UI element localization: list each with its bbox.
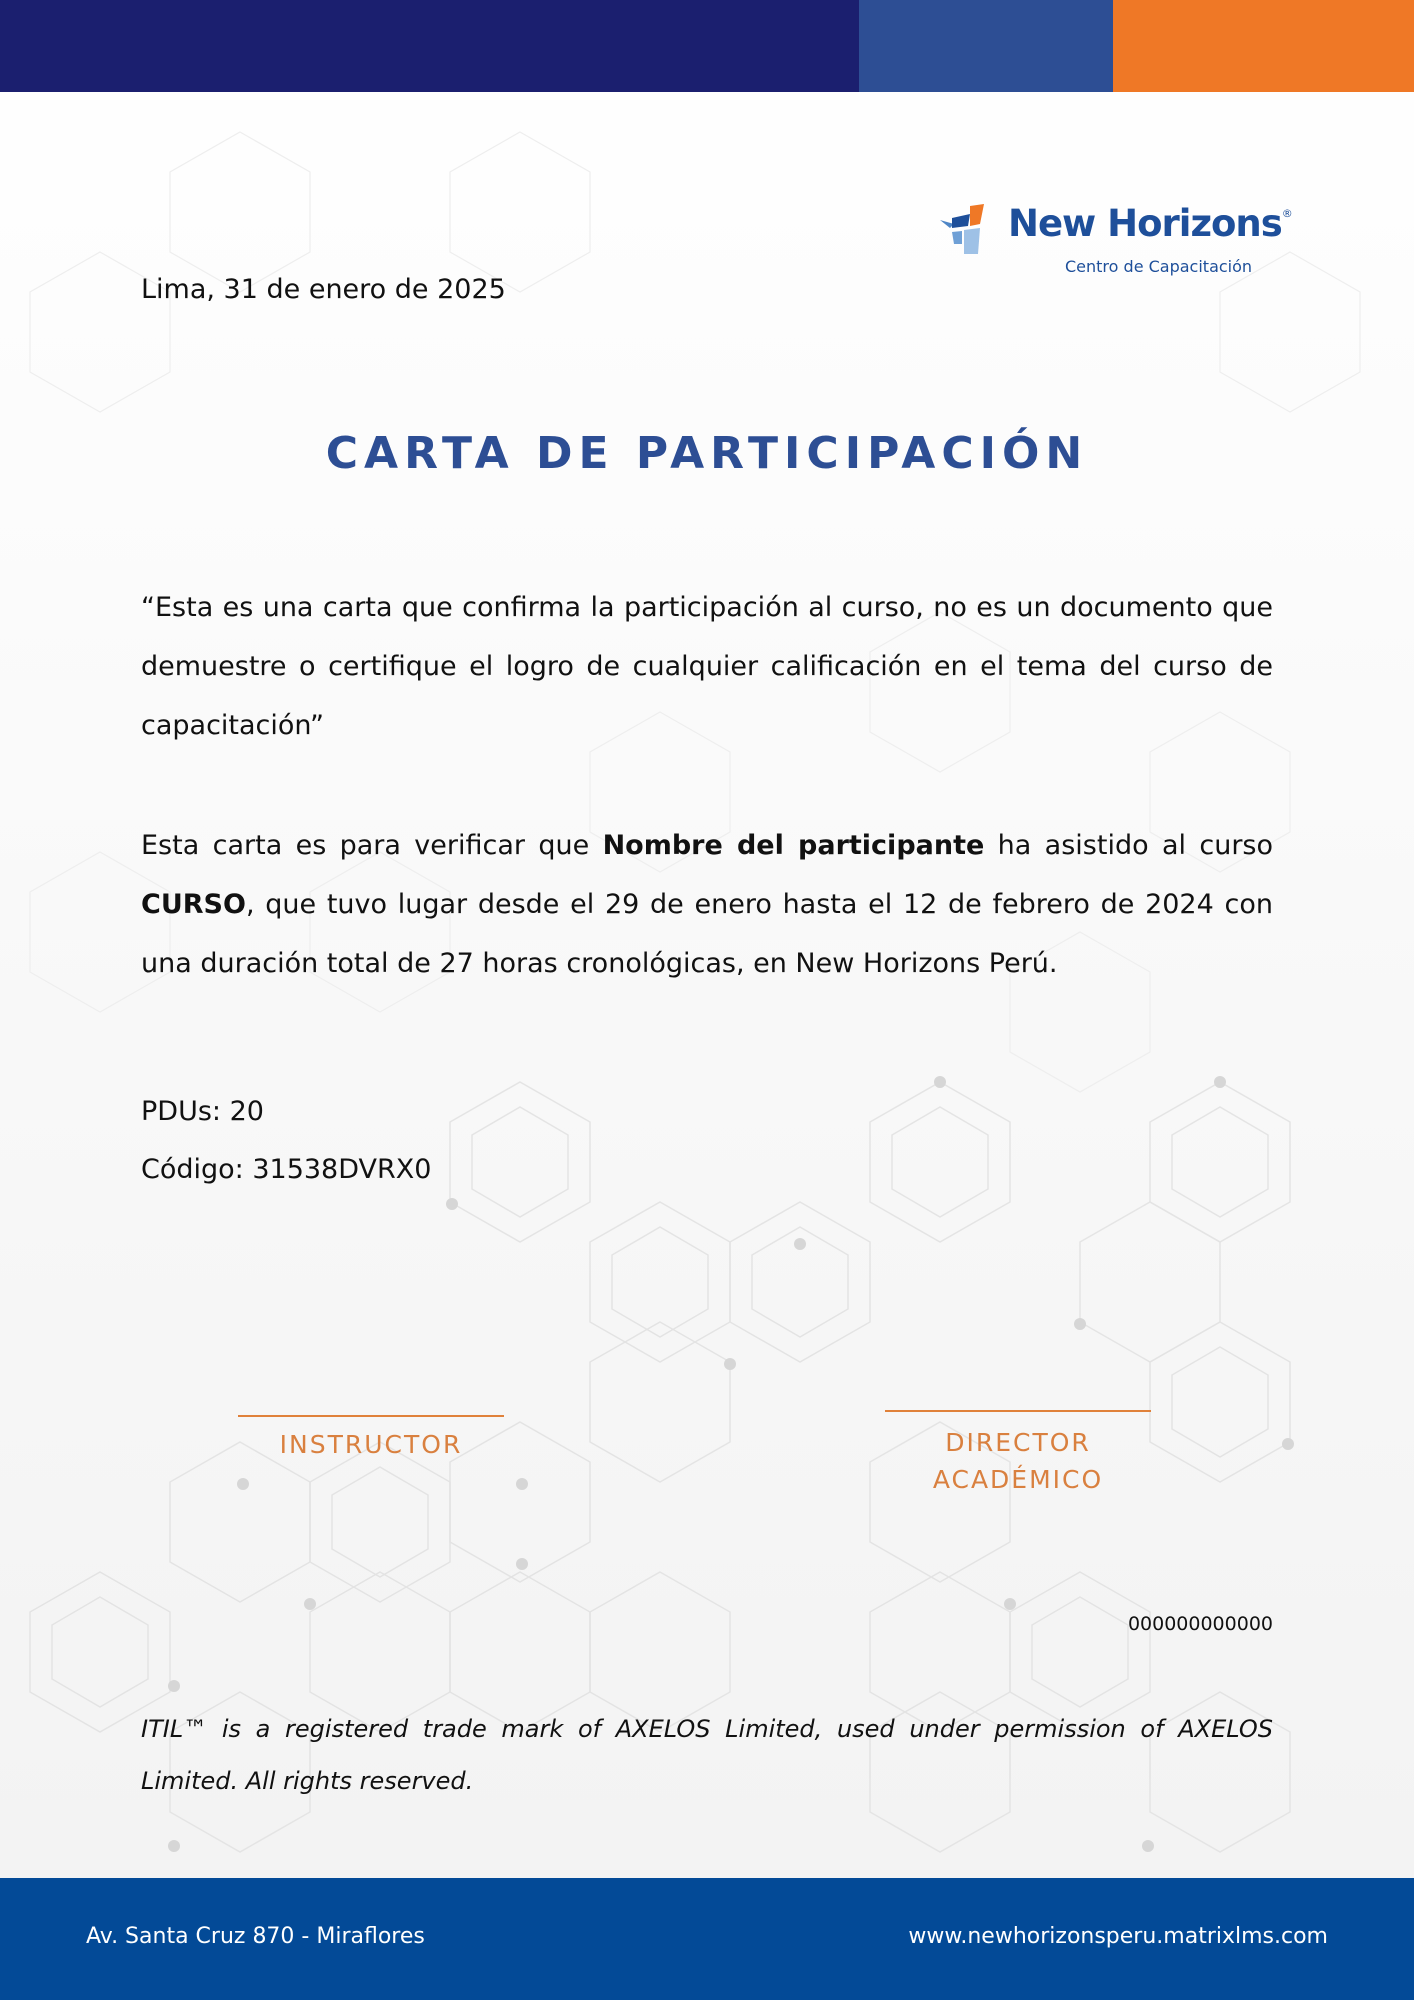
top-bar-orange-segment <box>1113 0 1414 92</box>
verification-text-part-1: Esta carta es para verificar que <box>141 830 603 861</box>
footer-bar <box>0 1878 1414 2000</box>
top-color-bar <box>0 0 1414 92</box>
logo-tagline: Centro de Capacitación <box>1065 257 1253 276</box>
disclaimer-paragraph: “Esta es una carta que confirma la participación al curso, no es un documento que demuestre o certifique el logro de cualquier calificación en el tema del curso de capacitación” <box>141 592 1273 741</box>
new-horizons-logo <box>940 200 1292 285</box>
top-bar-navy-segment <box>0 0 859 92</box>
instructor-signature-line <box>238 1415 504 1417</box>
instructor-label: INSTRUCTOR <box>279 1430 463 1459</box>
verification-paragraph <box>141 816 1273 993</box>
certificate-code: Código: 31538DVRX0 <box>141 1154 432 1185</box>
director-label-line-1: DIRECTOR <box>945 1428 1091 1457</box>
director-signature-line <box>885 1410 1151 1412</box>
logo-brand-text: New Horizons® <box>1008 202 1292 245</box>
serial-number: 000000000000 <box>1127 1613 1273 1635</box>
pdus-value: PDUs: 20 <box>141 1096 264 1127</box>
director-label <box>847 1424 1189 1498</box>
verification-text-part-3: , que tuvo lugar desde el 29 de enero hasta el 12 de febrero de 2024 con una duración total de 27 horas cronológicas, en New Horizons Perú. <box>141 889 1273 979</box>
letter-title: CARTA DE PARTICIPACIÓN <box>325 428 1089 479</box>
top-bar-blue-segment <box>859 0 1113 92</box>
participant-name: Nombre del participante <box>602 830 985 861</box>
footer-address: Av. Santa Cruz 870 - Miraflores <box>86 1924 425 1949</box>
course-name: CURSO <box>141 889 246 920</box>
trademark-notice: ITIL™ is a registered trade mark of AXELOS Limited, used under permission of AXELOS Limited. All rights reserved. <box>141 1715 1273 1795</box>
verification-text-part-2: ha asistido al curso <box>984 830 1274 861</box>
footer-website-link[interactable]: www.newhorizonsperu.matrixlms.com <box>908 1924 1328 1949</box>
letter-date: Lima, 31 de enero de 2025 <box>141 274 506 305</box>
new-horizons-logo-icon <box>940 204 998 256</box>
director-label-line-2: ACADÉMICO <box>932 1465 1104 1494</box>
